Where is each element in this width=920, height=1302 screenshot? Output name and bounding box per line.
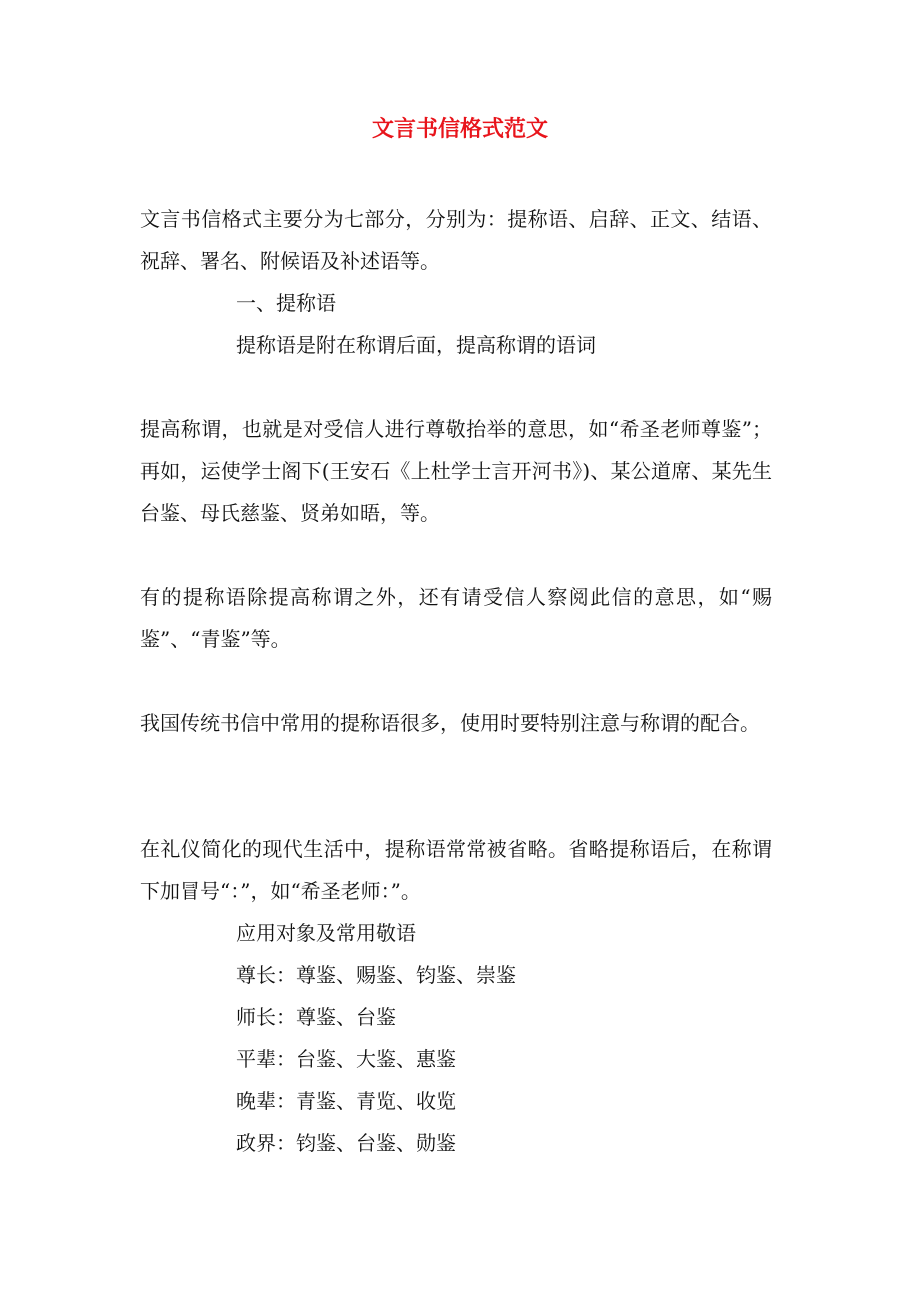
- list-item: 晚辈：青鉴、青览、收览: [236, 1089, 456, 1113]
- other-paragraph: 有的提称语除提高称谓之外，还有请受信人察阅此信的意思，如“赐鉴”、“青鉴”等。: [140, 585, 772, 651]
- section-definition: 提称语是附在称谓后面，提高称谓的语词: [236, 333, 596, 357]
- list-item: 师长：尊鉴、台鉴: [236, 1005, 396, 1029]
- list-item: 政界：钧鉴、台鉴、勋鉴: [236, 1131, 456, 1155]
- section-heading: 一、提称语: [236, 291, 336, 315]
- document-title: 文言书信格式范文: [371, 116, 548, 142]
- explain-paragraph: 提高称谓，也就是对受信人进行尊敬抬举的意思，如“希圣老师尊鉴”；再如，运使学士阁下(王安石《上杜学士言开河书》)、某公道席、某先生台鉴、母氏慈鉴、贤弟如晤，等。: [140, 417, 772, 525]
- list-item: 平辈：台鉴、大鉴、惠鉴: [236, 1047, 456, 1071]
- modern-paragraph: 在礼仪简化的现代生活中，提称语常常被省略。省略提称语后，在称谓下加冒号“：”，如“希圣老师：”。: [140, 837, 772, 903]
- list-item: 尊长：尊鉴、赐鉴、钧鉴、崇鉴: [236, 963, 516, 987]
- list-heading: 应用对象及常用敬语: [236, 921, 416, 945]
- common-paragraph: 我国传统书信中常用的提称语很多，使用时要特别注意与称谓的配合。: [140, 711, 760, 735]
- intro-paragraph: 文言书信格式主要分为七部分，分别为：提称语、启辞、正文、结语、祝辞、署名、附候语及补述语等。: [140, 207, 772, 273]
